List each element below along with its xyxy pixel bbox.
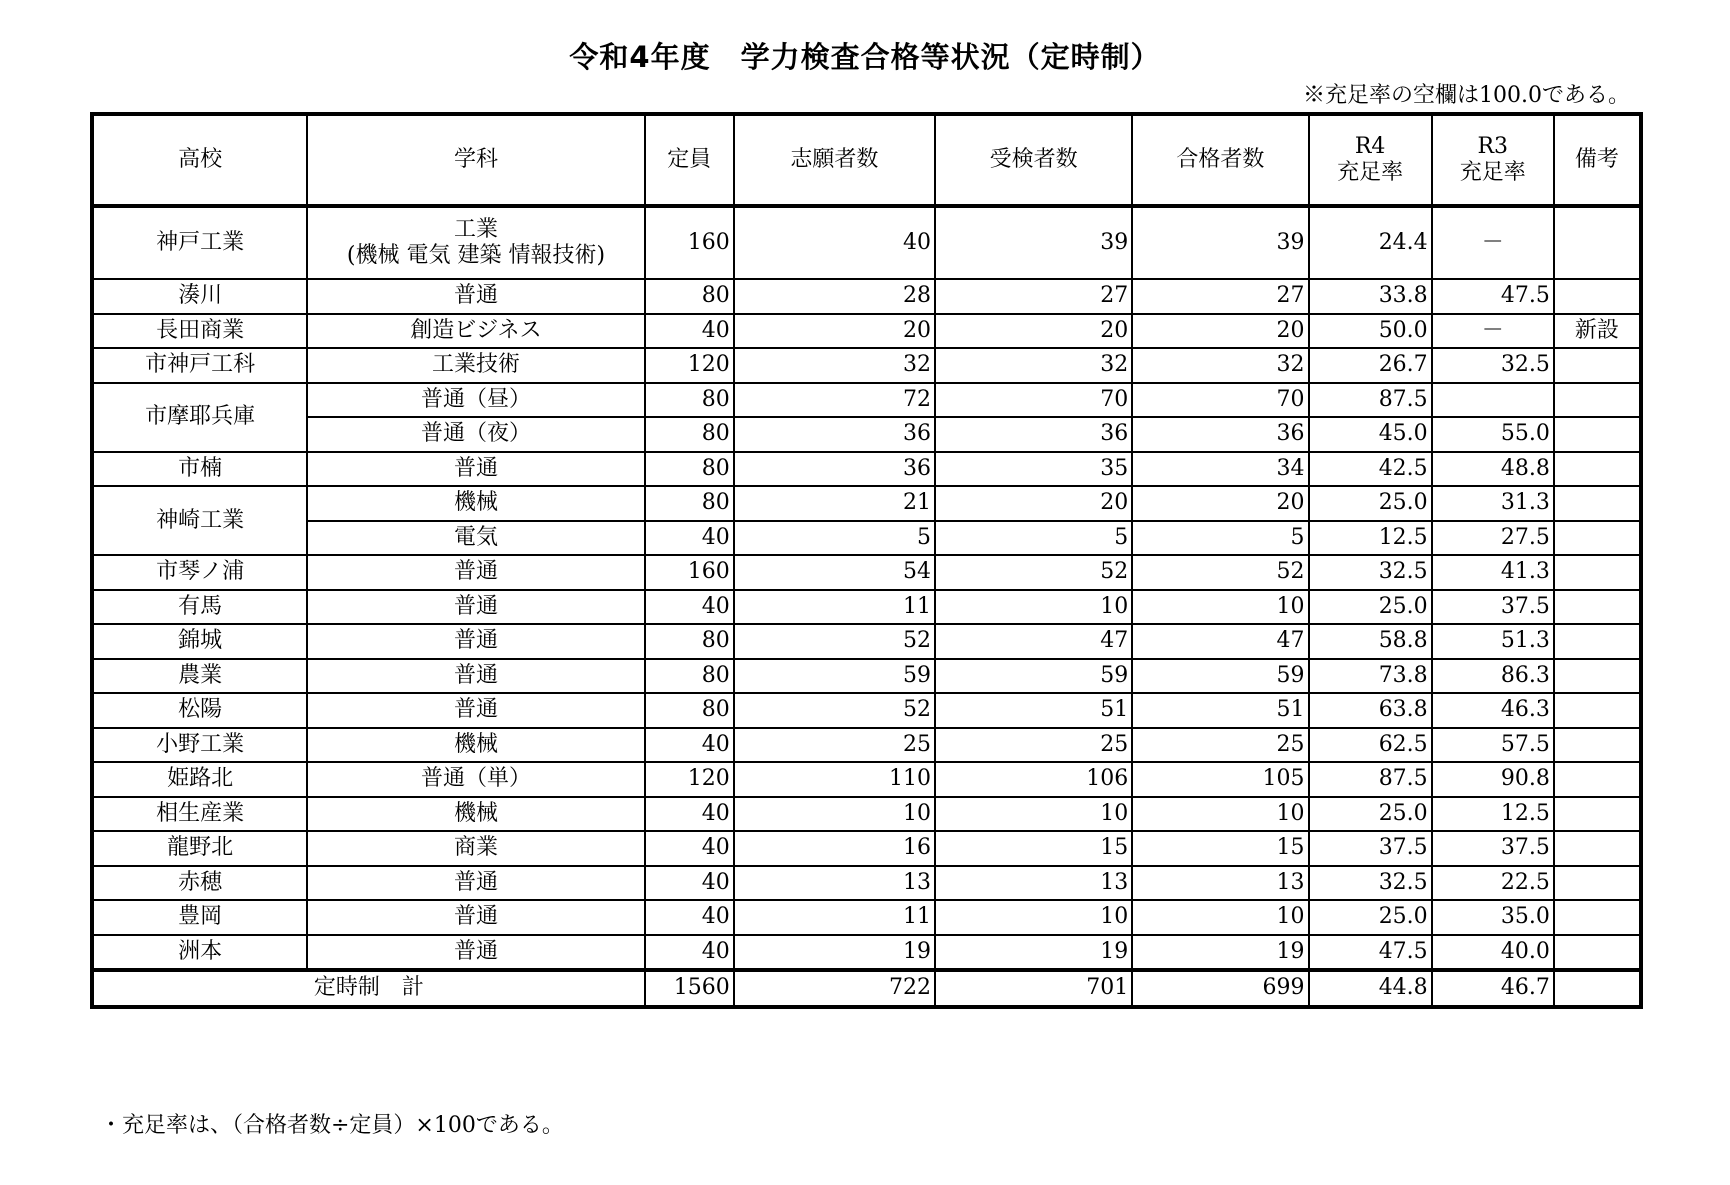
table-row [92, 762, 1641, 797]
dept-cell: 普通 [307, 555, 644, 590]
capacity-cell: 40 [645, 728, 734, 763]
applicants-cell: 72 [734, 383, 935, 418]
applicants-cell: 20 [734, 314, 935, 349]
r4-rate-cell: 25.0 [1309, 797, 1432, 832]
r4-rate-cell: 45.0 [1309, 417, 1432, 452]
table-row [92, 452, 1641, 487]
applicants-cell: 54 [734, 555, 935, 590]
r4-rate-cell: 62.5 [1309, 728, 1432, 763]
header-r4-label: R4 [1354, 134, 1386, 159]
passed-cell: 5 [1132, 521, 1308, 556]
examinees-cell: 10 [935, 590, 1132, 625]
dept-cell: 普通 [307, 279, 644, 314]
examinees-cell: 5 [935, 521, 1132, 556]
note-bottom: ・充足率は、（合格者数÷定員）×100である。 [100, 1113, 564, 1138]
capacity-cell: 120 [645, 348, 734, 383]
table-row [92, 314, 1641, 349]
r3-rate-cell: 57.5 [1432, 728, 1554, 763]
applicants-cell: 110 [734, 762, 935, 797]
dept-cell: 普通（単） [307, 762, 644, 797]
table-row [92, 693, 1641, 728]
applicants-cell: 11 [734, 590, 935, 625]
header-r3-rate [1432, 114, 1554, 206]
passed-cell: 70 [1132, 383, 1308, 418]
dept-cell: 普通 [307, 659, 644, 694]
school-cell: 農業 [92, 659, 307, 694]
capacity-cell: 80 [645, 452, 734, 487]
dept-cell: 普通（昼） [307, 383, 644, 418]
r3-rate-cell: 48.8 [1432, 452, 1554, 487]
dept-cell: 機械 [307, 797, 644, 832]
examinees-cell: 36 [935, 417, 1132, 452]
table-row [92, 831, 1641, 866]
examinees-cell: 35 [935, 452, 1132, 487]
capacity-cell: 80 [645, 417, 734, 452]
school-cell: 松陽 [92, 693, 307, 728]
r3-rate-cell: 32.5 [1432, 348, 1554, 383]
dept-cell: 普通 [307, 624, 644, 659]
total-applicants: 722 [734, 970, 935, 1007]
capacity-cell: 40 [645, 521, 734, 556]
passed-cell: 105 [1132, 762, 1308, 797]
header-row [92, 114, 1641, 206]
table-row [92, 521, 1641, 556]
passed-cell: 20 [1132, 314, 1308, 349]
r4-rate-cell: 42.5 [1309, 452, 1432, 487]
dept-sub-label: (機械 電気 建築 情報技術) [346, 243, 606, 268]
table-row [92, 900, 1641, 935]
passed-cell: 25 [1132, 728, 1308, 763]
capacity-cell: 120 [645, 762, 734, 797]
remarks-cell [1554, 452, 1641, 487]
passed-cell: 10 [1132, 900, 1308, 935]
remarks-cell [1554, 279, 1641, 314]
capacity-cell: 40 [645, 831, 734, 866]
passed-cell: 47 [1132, 624, 1308, 659]
dept-cell: 機械 [307, 728, 644, 763]
header-capacity: 定員 [645, 114, 734, 206]
r3-rate-cell: 90.8 [1432, 762, 1554, 797]
r4-rate-cell: 33.8 [1309, 279, 1432, 314]
table-row [92, 728, 1641, 763]
applicants-cell: 25 [734, 728, 935, 763]
capacity-cell: 40 [645, 866, 734, 901]
school-cell: 市琴ノ浦 [92, 555, 307, 590]
r3-rate-cell: 37.5 [1432, 590, 1554, 625]
table-row [92, 659, 1641, 694]
remarks-cell [1554, 624, 1641, 659]
r4-rate-cell: 32.5 [1309, 555, 1432, 590]
examinees-cell: 70 [935, 383, 1132, 418]
header-r4-rate-label: 充足率 [1337, 160, 1404, 185]
total-remarks [1554, 970, 1641, 1007]
r4-rate-cell: 25.0 [1309, 590, 1432, 625]
r3-rate-cell: 22.5 [1432, 866, 1554, 901]
dept-cell [307, 206, 644, 279]
passed-cell: 13 [1132, 866, 1308, 901]
capacity-cell: 80 [645, 486, 734, 521]
results-table [90, 112, 1643, 1009]
total-r4-rate: 44.8 [1309, 970, 1432, 1007]
school-cell: 洲本 [92, 935, 307, 971]
total-examinees: 701 [935, 970, 1132, 1007]
remarks-cell [1554, 762, 1641, 797]
header-r4-rate [1309, 114, 1432, 206]
passed-cell: 10 [1132, 797, 1308, 832]
total-label: 定時制 計 [92, 970, 645, 1007]
r3-rate-cell: 86.3 [1432, 659, 1554, 694]
dept-cell: 普通 [307, 935, 644, 971]
remarks-cell [1554, 693, 1641, 728]
passed-cell: 27 [1132, 279, 1308, 314]
dept-cell: 普通 [307, 452, 644, 487]
total-capacity: 1560 [645, 970, 734, 1007]
applicants-cell: 36 [734, 452, 935, 487]
dept-cell: 普通 [307, 866, 644, 901]
remarks-cell [1554, 590, 1641, 625]
passed-cell: 36 [1132, 417, 1308, 452]
examinees-cell: 10 [935, 797, 1132, 832]
r3-rate-cell: 40.0 [1432, 935, 1554, 971]
r3-rate-cell: 27.5 [1432, 521, 1554, 556]
capacity-cell: 40 [645, 900, 734, 935]
table-row [92, 935, 1641, 971]
remarks-cell: 新設 [1554, 314, 1641, 349]
passed-cell: 15 [1132, 831, 1308, 866]
examinees-cell: 39 [935, 206, 1132, 279]
applicants-cell: 40 [734, 206, 935, 279]
r3-rate-cell: 47.5 [1432, 279, 1554, 314]
table-row [92, 797, 1641, 832]
dept-cell: 商業 [307, 831, 644, 866]
school-cell: 相生産業 [92, 797, 307, 832]
remarks-cell [1554, 348, 1641, 383]
r4-rate-cell: 25.0 [1309, 900, 1432, 935]
total-passed: 699 [1132, 970, 1308, 1007]
dept-cell: 工業技術 [307, 348, 644, 383]
remarks-cell [1554, 831, 1641, 866]
dept-cell: 機械 [307, 486, 644, 521]
header-applicants: 志願者数 [734, 114, 935, 206]
r3-rate-cell: － [1432, 206, 1554, 279]
passed-cell: 59 [1132, 659, 1308, 694]
table-row [92, 624, 1641, 659]
header-r3-rate-label: 充足率 [1459, 160, 1526, 185]
capacity-cell: 160 [645, 555, 734, 590]
table-row [92, 383, 1641, 418]
examinees-cell: 51 [935, 693, 1132, 728]
applicants-cell: 13 [734, 866, 935, 901]
table-row [92, 348, 1641, 383]
dept-cell: 普通 [307, 900, 644, 935]
school-cell: 長田商業 [92, 314, 307, 349]
examinees-cell: 19 [935, 935, 1132, 971]
applicants-cell: 16 [734, 831, 935, 866]
r3-rate-cell: 55.0 [1432, 417, 1554, 452]
table-row [92, 486, 1641, 521]
school-cell: 錦城 [92, 624, 307, 659]
r4-rate-cell: 37.5 [1309, 831, 1432, 866]
dept-label: 工業 [453, 217, 498, 242]
passed-cell: 34 [1132, 452, 1308, 487]
r3-rate-cell: 12.5 [1432, 797, 1554, 832]
examinees-cell: 106 [935, 762, 1132, 797]
school-cell: 神崎工業 [92, 486, 307, 555]
r3-rate-cell: 46.3 [1432, 693, 1554, 728]
examinees-cell: 10 [935, 900, 1132, 935]
passed-cell: 32 [1132, 348, 1308, 383]
total-r3-rate: 46.7 [1432, 970, 1554, 1007]
applicants-cell: 21 [734, 486, 935, 521]
examinees-cell: 47 [935, 624, 1132, 659]
header-examinees: 受検者数 [935, 114, 1132, 206]
r3-rate-cell [1432, 383, 1554, 418]
header-dept: 学科 [307, 114, 644, 206]
school-cell: 龍野北 [92, 831, 307, 866]
r4-rate-cell: 50.0 [1309, 314, 1432, 349]
capacity-cell: 80 [645, 383, 734, 418]
r4-rate-cell: 87.5 [1309, 762, 1432, 797]
remarks-cell [1554, 521, 1641, 556]
remarks-cell [1554, 728, 1641, 763]
r3-rate-cell: 37.5 [1432, 831, 1554, 866]
examinees-cell: 32 [935, 348, 1132, 383]
applicants-cell: 11 [734, 900, 935, 935]
examinees-cell: 20 [935, 486, 1132, 521]
passed-cell: 39 [1132, 206, 1308, 279]
examinees-cell: 25 [935, 728, 1132, 763]
remarks-cell [1554, 866, 1641, 901]
school-cell: 市神戸工科 [92, 348, 307, 383]
table-row [92, 555, 1641, 590]
applicants-cell: 28 [734, 279, 935, 314]
examinees-cell: 20 [935, 314, 1132, 349]
passed-cell: 52 [1132, 555, 1308, 590]
note-top: ※充足率の空欄は100.0である。 [1303, 83, 1630, 108]
r4-rate-cell: 32.5 [1309, 866, 1432, 901]
table-row [92, 590, 1641, 625]
capacity-cell: 80 [645, 693, 734, 728]
r3-rate-cell: － [1432, 314, 1554, 349]
table-row [92, 417, 1641, 452]
capacity-cell: 40 [645, 314, 734, 349]
applicants-cell: 10 [734, 797, 935, 832]
r3-rate-cell: 31.3 [1432, 486, 1554, 521]
table-row [92, 206, 1641, 279]
school-cell: 神戸工業 [92, 206, 307, 279]
total-row [92, 970, 1641, 1007]
passed-cell: 19 [1132, 935, 1308, 971]
remarks-cell [1554, 900, 1641, 935]
capacity-cell: 40 [645, 590, 734, 625]
school-cell: 湊川 [92, 279, 307, 314]
capacity-cell: 160 [645, 206, 734, 279]
applicants-cell: 52 [734, 624, 935, 659]
r4-rate-cell: 24.4 [1309, 206, 1432, 279]
applicants-cell: 59 [734, 659, 935, 694]
capacity-cell: 80 [645, 659, 734, 694]
school-cell: 小野工業 [92, 728, 307, 763]
page-title: 令和4年度 学力検査合格等状況（定時制） [569, 40, 1161, 74]
school-cell: 姫路北 [92, 762, 307, 797]
examinees-cell: 52 [935, 555, 1132, 590]
dept-cell: 普通 [307, 590, 644, 625]
r4-rate-cell: 58.8 [1309, 624, 1432, 659]
remarks-cell [1554, 555, 1641, 590]
examinees-cell: 59 [935, 659, 1132, 694]
header-passed: 合格者数 [1132, 114, 1308, 206]
r4-rate-cell: 87.5 [1309, 383, 1432, 418]
r4-rate-cell: 63.8 [1309, 693, 1432, 728]
examinees-cell: 15 [935, 831, 1132, 866]
r4-rate-cell: 26.7 [1309, 348, 1432, 383]
capacity-cell: 40 [645, 797, 734, 832]
r3-rate-cell: 35.0 [1432, 900, 1554, 935]
examinees-cell: 13 [935, 866, 1132, 901]
school-cell: 豊岡 [92, 900, 307, 935]
school-cell: 市楠 [92, 452, 307, 487]
header-school: 高校 [92, 114, 307, 206]
r4-rate-cell: 73.8 [1309, 659, 1432, 694]
school-cell: 市摩耶兵庫 [92, 383, 307, 452]
remarks-cell [1554, 383, 1641, 418]
header-remarks: 備考 [1554, 114, 1641, 206]
remarks-cell [1554, 797, 1641, 832]
applicants-cell: 5 [734, 521, 935, 556]
dept-cell: 電気 [307, 521, 644, 556]
dept-cell: 普通（夜） [307, 417, 644, 452]
capacity-cell: 80 [645, 624, 734, 659]
school-cell: 赤穂 [92, 866, 307, 901]
school-cell: 有馬 [92, 590, 307, 625]
remarks-cell [1554, 486, 1641, 521]
remarks-cell [1554, 206, 1641, 279]
remarks-cell [1554, 935, 1641, 971]
r4-rate-cell: 12.5 [1309, 521, 1432, 556]
r3-rate-cell: 41.3 [1432, 555, 1554, 590]
applicants-cell: 36 [734, 417, 935, 452]
applicants-cell: 19 [734, 935, 935, 971]
examinees-cell: 27 [935, 279, 1132, 314]
r4-rate-cell: 25.0 [1309, 486, 1432, 521]
dept-cell: 創造ビジネス [307, 314, 644, 349]
remarks-cell [1554, 417, 1641, 452]
header-r3-label: R3 [1477, 134, 1509, 159]
passed-cell: 20 [1132, 486, 1308, 521]
applicants-cell: 32 [734, 348, 935, 383]
applicants-cell: 52 [734, 693, 935, 728]
passed-cell: 51 [1132, 693, 1308, 728]
table-row [92, 866, 1641, 901]
capacity-cell: 40 [645, 935, 734, 971]
passed-cell: 10 [1132, 590, 1308, 625]
table-row [92, 279, 1641, 314]
dept-cell: 普通 [307, 693, 644, 728]
capacity-cell: 80 [645, 279, 734, 314]
remarks-cell [1554, 659, 1641, 694]
r4-rate-cell: 47.5 [1309, 935, 1432, 971]
r3-rate-cell: 51.3 [1432, 624, 1554, 659]
